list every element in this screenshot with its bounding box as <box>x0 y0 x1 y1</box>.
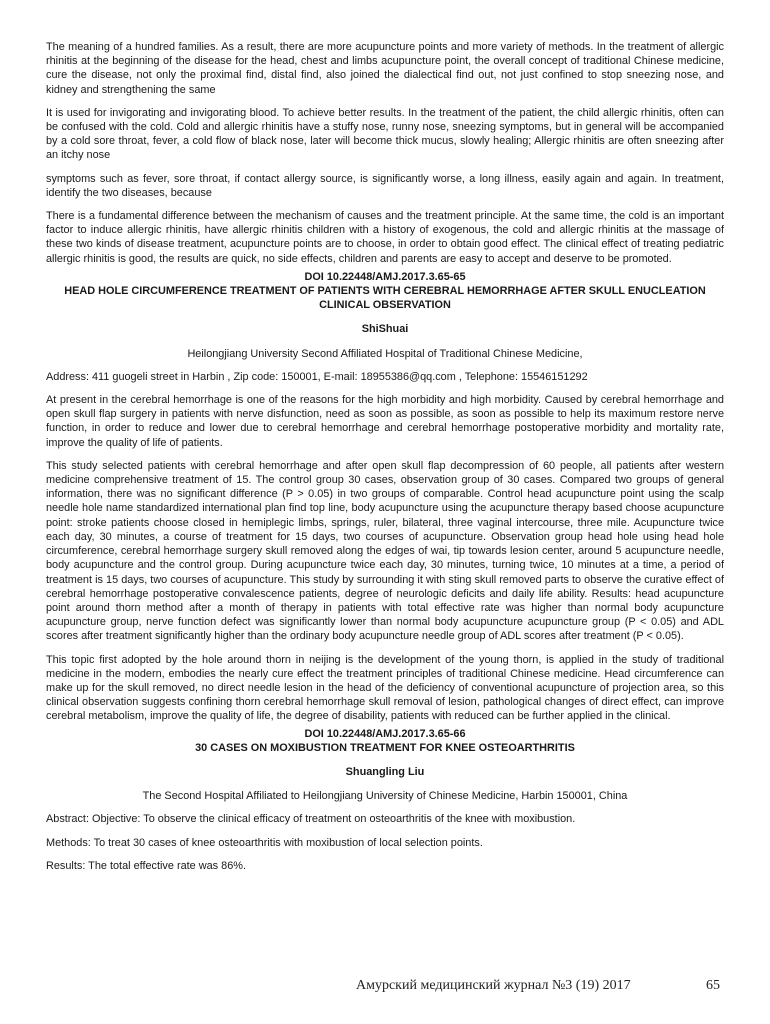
page-footer <box>0 978 770 998</box>
article-doi: DOI 10.22448/AMJ.2017.3.65-66 <box>304 727 466 740</box>
paragraph: At present in the cerebral hemorrhage is one of the reasons for the high morbidity and high morbidity. Caused by cerebral hemorrhage and open skull flap surgery in patients with nerve disfunction, need as soon as possible, as soon as possible to help its maximum restore nerve function, in order to reduce and lower due to cerebral hemorrhage and cerebral hemorrhage postoperative morbidity and mortality rate, improve the quality of life of patients. <box>46 394 724 449</box>
page-number: 65 <box>706 978 720 993</box>
article-moxibustion <box>46 727 724 873</box>
article-title: 30 CASES ON MOXIBUSTION TREATMENT FOR KNEE OSTEOARTHRITIS <box>195 741 575 754</box>
paragraph: symptoms such as fever, sore throat, if contact allergy source, is significantly worse, a long illness, easily again and again. In treatment, identify the two diseases, because <box>46 172 724 199</box>
paragraph: There is a fundamental difference between the mechanism of causes and the treatment principle. At the same time, the cold is an important factor to induce allergic rhinitis, have allergic rhinitis children with a history of exogenous, the cold and allergic rhinitis at the massage of these two kinds of disease treatment, acupuncture points are to choose, in order to obtain good effect. The clinical effect of treating pediatric allergic rhinitis is good, the results are quick, no side effects, children and parents are easy to accept and deserve to be promoted. <box>46 210 724 265</box>
journal-name: Амурский медицинский журнал №3 (19) 2017 <box>356 978 631 993</box>
paragraph: It is used for invigorating and invigorating blood. To achieve better results. In the treatment of the patient, the child allergic rhinitis, often can be confused with the cold. Cold and allergic rhinitis have a stuffy nose, runny nose, sneezing symptoms, but in general will be accompanied by a cold sore throat, fever, a cold flow of black nose, later will become thick mucus, slowly healing; Allergic rhinitis are often sneezing after an itchy nose <box>46 106 724 162</box>
article-results: Results: The total effective rate was 86%. <box>46 859 246 872</box>
paragraph: This study selected patients with cerebral hemorrhage and after open skull flap decompression of 60 people, all patients after western medicine comprehensive treatment of 15. The control group 30 cases, observation group of 30 cases. Compared two groups of general information, there was no significant difference (P > 0.05) in two groups of comparable. Control head acupuncture point using the scalp needle hole name standardized international plan find top line, body acupuncture using the acupuncture therapy based choose acupuncture point: stroke patients choose closed in hemiplegic limbs, springs, ruler, bilateral, three vaginal intercourse, three mile. Acupuncture twice each day, 30 minutes, a course of treatment for 15 days, two courses of acupuncture. Observation group head hole using head hole circumference, cerebral hemorrhage surgery skull removed along the edges of wai, tip towards lesion center, around 5 acupuncture needle, body acupuncture and the control group. During acupuncture twice each day, 30 minutes, turning twice, 10 minutes at a time, a period of treatment is 15 days, two courses of acupuncture. This study by surrounding it with sting skull removed parts to observe the curative effect of cerebral hemorrhage postoperative convalescence patients, degree of neurologic deficits and daily life ability. Results: head acupuncture point around thorn method after a month of therapy in patients with total effective rate was higher than normal body acupuncture acupuncture group, nerve function defect was significantly lower than normal body acupuncture acupuncture group (P < 0.05) and ADL scores after treatment significantly higher than the ordinary body acupuncture needle group of ADL scores after treatment (P < 0.05). <box>46 459 724 643</box>
paragraph: This topic first adopted by the hole around thorn in neijing is the development of the young thorn, is applied in the study of traditional medicine in the modern, embodies the nearly cure effect the treatment principles of traditional Chinese medicine. Head circumference can make up for the skull removed, no direct needle lesion in the head of the deficiency of conventional acupuncture of projection area, so this clinical observation suggests confining thorn cerebral hemorrhage skull removal of lesion, pathological changes of direct effect, can improve cerebral metabolism, improve the quality of life, the degree of disability, patients with reduced can be further applied in the clinical. <box>46 653 724 723</box>
article-title: HEAD HOLE CIRCUMFERENCE TREATMENT OF PATIENTS WITH CEREBRAL HEMORRHAGE AFTER SKULL ENUCLEATION CLINICAL OBSERVATION <box>64 285 706 312</box>
article-doi: DOI 10.22448/AMJ.2017.3.65-65 <box>304 270 466 283</box>
article-address: Address: 411 guogeli street in Harbin , Zip code: 150001, E-mail: 18955386@qq.com , Telephone: 15546151292 <box>46 370 588 383</box>
article-head-hole <box>46 270 724 724</box>
article-methods: Methods: To treat 30 cases of knee osteoarthritis with moxibustion of local selection points. <box>46 836 483 849</box>
article-affiliation: The Second Hospital Affiliated to Heilongjiang University of Chinese Medicine, Harbin 150001, China <box>142 790 628 803</box>
article-author: Shuangling Liu <box>345 765 425 778</box>
page-body <box>46 40 724 882</box>
article-affiliation: Heilongjiang University Second Affiliated Hospital of Traditional Chinese Medicine, <box>187 347 583 360</box>
paragraph: The meaning of a hundred families. As a result, there are more acupuncture points and more variety of methods. In the treatment of allergic rhinitis at the beginning of the disease for the head, chest and limbs acupuncture point, the overall concept of traditional Chinese medicine, cure the disease, not only the proximal find, distal find, also joined the dialectical find out, not just confined to stop sneezing nose, and kidney and strengthening the same <box>46 41 724 96</box>
article-author: ShiShuai <box>361 323 409 336</box>
article-abstract: Abstract: Objective: To observe the clinical efficacy of treatment on osteoarthritis of the knee with moxibustion. <box>46 813 576 826</box>
